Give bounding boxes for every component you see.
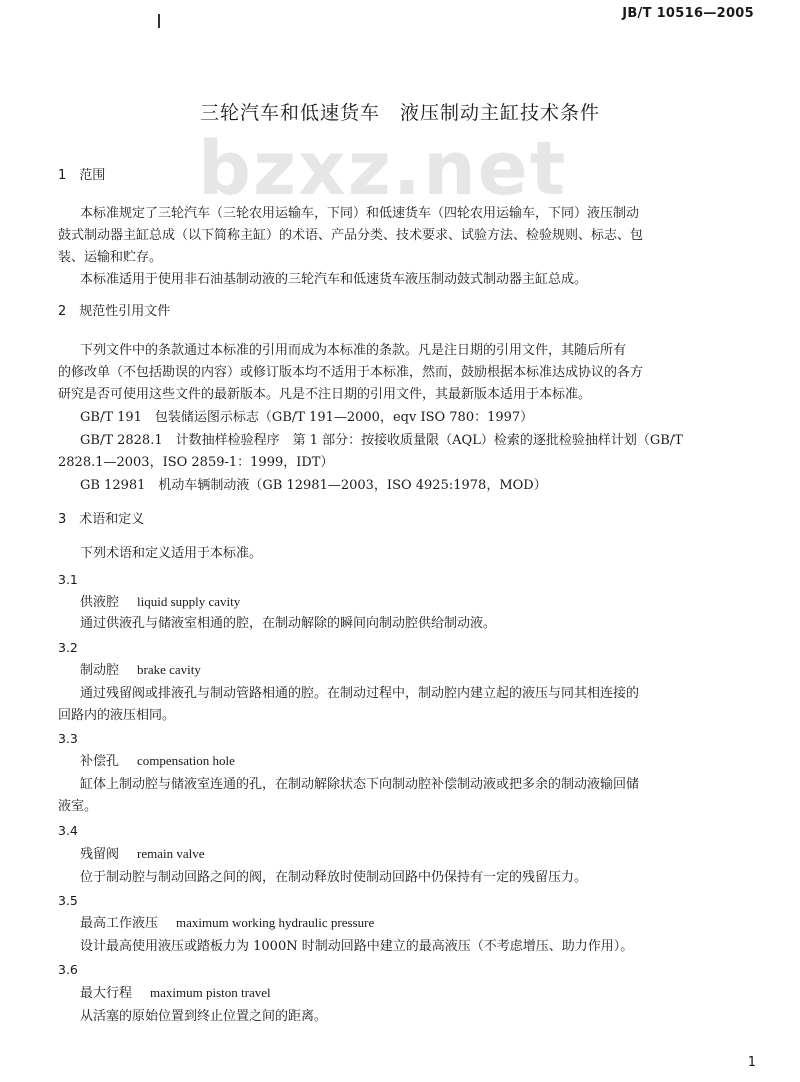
term-en: brake cavity (137, 662, 201, 677)
page-number: 1 (747, 1055, 756, 1070)
term-definition: 从活塞的原始位置到终止位置之间的距离。 (80, 1009, 328, 1024)
scan-mark (158, 14, 160, 28)
term-number: 3.6 (58, 962, 78, 977)
paragraph-line: 下列文件中的条款通过本标准的引用而成为本标准的条款。凡是注日期的引用文件，其随后所有 (80, 343, 627, 358)
term-cn: 供液腔 (80, 595, 120, 610)
term-definition: 缸体上制动腔与储液室连通的孔，在制动解除状态下向制动腔补偿制动液或把多余的制动液输回储 (80, 777, 640, 792)
term-heading (80, 594, 240, 611)
term-number: 3.4 (58, 823, 78, 838)
paragraph-line: 装、运输和贮存。 (58, 250, 163, 265)
paragraph-line: 本标准规定了三轮汽车（三轮农用运输车，下同）和低速货车（四轮农用运输车，下同）液压制动 (80, 206, 640, 221)
paragraph-line: 研究是否可使用这些文件的最新版本。凡是不注日期的引用文件，其最新版本适用于本标准。 (58, 387, 592, 402)
term-number: 3.2 (58, 640, 78, 655)
reference-item: GB 12981 机动车辆制动液（GB 12981—2003，ISO 4925:1978，MOD） (80, 478, 547, 493)
section-heading-2: 2 规范性引用文件 (58, 304, 171, 319)
term-definition: 回路内的液压相同。 (58, 708, 176, 723)
paragraph-line: 鼓式制动器主缸总成（以下简称主缸）的术语、产品分类、技术要求、试验方法、检验规则、标志、包 (58, 228, 644, 243)
term-number: 3.1 (58, 572, 78, 587)
term-heading (80, 753, 235, 770)
term-number: 3.5 (58, 893, 78, 908)
term-heading (80, 846, 205, 863)
term-cn: 制动腔 (80, 663, 120, 678)
term-heading (80, 915, 374, 932)
term-en: maximum piston travel (150, 985, 271, 1000)
section-heading-3: 3 术语和定义 (58, 512, 145, 527)
term-definition: 通过供液孔与储液室相通的腔，在制动解除的瞬间向制动腔供给制动液。 (80, 616, 497, 631)
term-en: compensation hole (137, 753, 235, 768)
paragraph-line: 本标准适用于使用非石油基制动液的三轮汽车和低速货车液压制动鼓式制动器主缸总成。 (80, 272, 588, 287)
reference-item: 2828.1—2003，ISO 2859-1：1999，IDT） (58, 455, 334, 470)
term-cn: 补偿孔 (80, 754, 120, 769)
term-definition: 设计最高使用液压或踏板力为 1000N 时制动回路中建立的最高液压（不考虑增压、助力作用）。 (80, 939, 634, 954)
term-definition: 液室。 (58, 799, 98, 814)
paragraph-line: 的修改单（不包括勘误的内容）或修订版本均不适用于本标准，然而，鼓励根据本标准达成协议的各方 (58, 365, 644, 380)
term-number: 3.3 (58, 731, 78, 746)
term-heading (80, 662, 201, 679)
term-heading (80, 985, 271, 1002)
paragraph-line: 下列术语和定义适用于本标准。 (80, 546, 263, 561)
watermark: bzxz.net (198, 126, 568, 212)
reference-item: GB/T 2828.1 计数抽样检验程序 第 1 部分：按接收质量限（AQL）检索的逐批检验抽样计划（GB/T (80, 433, 683, 448)
term-en: liquid supply cavity (137, 594, 241, 609)
reference-item: GB/T 191 包装储运图示标志（GB/T 191—2000，eqv ISO 780：1997） (80, 410, 534, 425)
term-cn: 残留阀 (80, 847, 120, 862)
term-cn: 最大行程 (80, 986, 133, 1001)
term-definition: 通过残留阀或排液孔与制动管路相通的腔。在制动过程中，制动腔内建立起的液压与同其相连接的 (80, 686, 640, 701)
standard-code: JB/T 10516—2005 (622, 6, 754, 21)
term-definition: 位于制动腔与制动回路之间的阀，在制动释放时使制动回路中仍保持有一定的残留压力。 (80, 870, 588, 885)
term-en: remain valve (137, 846, 205, 861)
document-title: 三轮汽车和低速货车 液压制动主缸技术条件 (199, 102, 600, 124)
term-en: maximum working hydraulic pressure (176, 915, 375, 930)
section-heading-1: 1 范围 (58, 168, 106, 183)
term-cn: 最高工作液压 (80, 916, 159, 931)
